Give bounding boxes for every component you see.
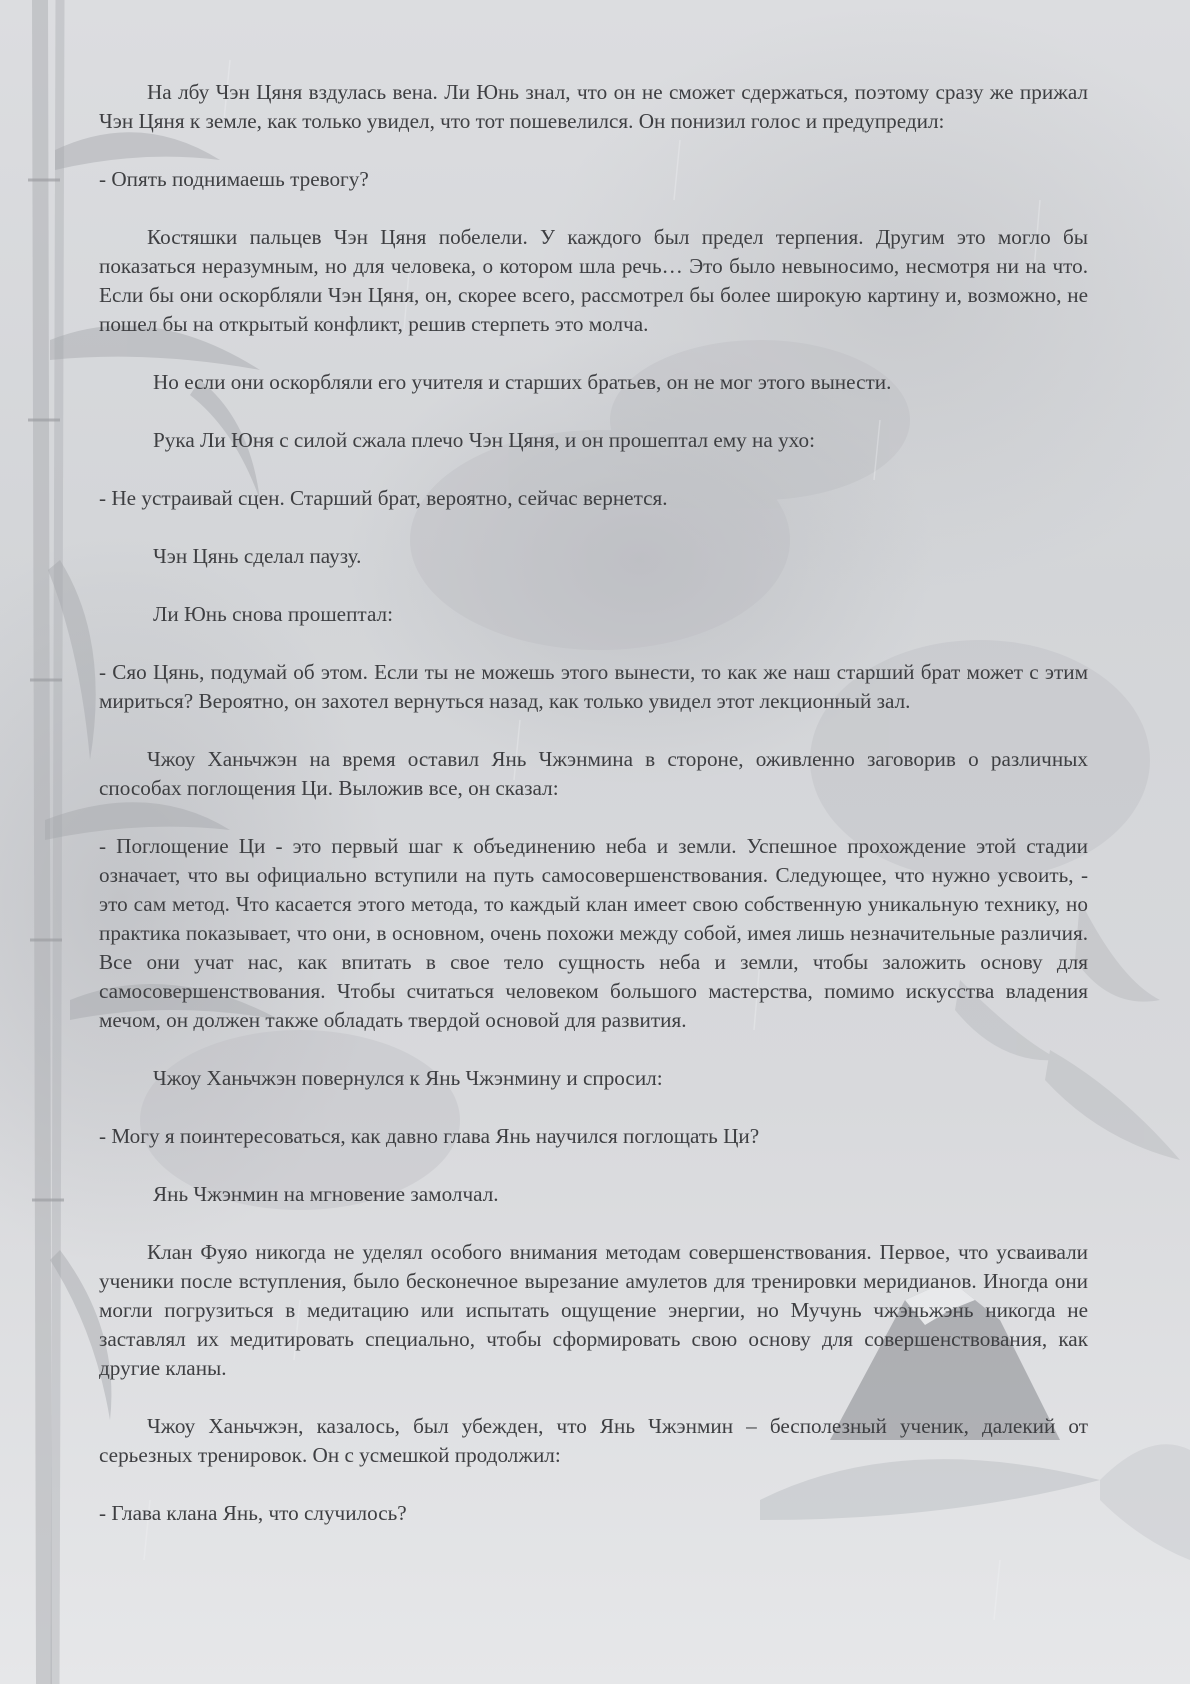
paragraph: Клан Фуяо никогда не уделял особого внимания методам совершенствования. Первое, что усваивали ученики после вступления, было бесконечное вырезание амулетов для тренировки меридианов. Иногда они могли погрузиться в медитацию или испытать ощущение энергии, но Мучунь чжэньжэнь никогда не заставлял их медитировать специально, чтобы сформировать свою основу для совершенствования, как другие кланы. — [99, 1240, 1088, 1380]
paragraph: Чэн Цянь сделал паузу. — [153, 544, 362, 568]
paragraph: Чжоу Ханьчжэн на время оставил Янь Чжэнмина в стороне, оживленно заговорив о различных способах поглощения Ци. Выложив все, он сказал: — [99, 747, 1088, 800]
paragraph: Чжоу Ханьчжэн повернулся к Янь Чжэнмину и спросил: — [153, 1066, 663, 1090]
story-text — [99, 78, 1088, 1557]
paragraph: Ли Юнь снова прошептал: — [153, 602, 393, 626]
bamboo-stalks — [28, 0, 64, 1684]
dialogue-line: - Могу я поинтересоваться, как давно глава Янь научился поглощать Ци? — [99, 1124, 760, 1148]
paragraph: Костяшки пальцев Чэн Цяня побелели. У каждого был предел терпения. Другим это могло бы показаться неразумным, но для человека, о котором шла речь… Это было невыносимо, несмотря ни на что. Если бы они оскорбляли Чэн Цяня, он, скорее всего, рассмотрел бы более широкую картину и, возможно, не пошел бы на открытый конфликт, решив стерпеть это молча. — [99, 225, 1088, 336]
paragraph: Но если они оскорбляли его учителя и старших братьев, он не мог этого вынести. — [153, 370, 892, 394]
dialogue-line: - Не устраивай сцен. Старший брат, вероятно, сейчас вернется. — [99, 486, 668, 510]
paragraph: Чжоу Ханьчжэн, казалось, был убежден, что Янь Чжэнмин – бесполезный ученик, далекий от серьезных тренировок. Он с усмешкой продолжил: — [99, 1414, 1088, 1467]
dialogue-line: - Сяо Цянь, подумай об этом. Если ты не можешь этого вынести, то как же наш старший брат может с этим мириться? Вероятно, он захотел вернуться назад, как только увидел этот лекционный зал. — [99, 660, 1088, 713]
paragraph: На лбу Чэн Цяня вздулась вена. Ли Юнь знал, что он не сможет сдержаться, поэтому сразу же прижал Чэн Цяня к земле, как только увидел, что тот пошевелился. Он понизил голос и предупредил: — [99, 80, 1088, 133]
paragraph: Янь Чжэнмин на мгновение замолчал. — [153, 1182, 499, 1206]
dialogue-line: - Опять поднимаешь тревогу? — [99, 167, 369, 191]
paragraph: Рука Ли Юня с силой сжала плечо Чэн Цяня, и он прошептал ему на ухо: — [153, 428, 815, 452]
dialogue-line: - Поглощение Ци - это первый шаг к объединению неба и земли. Успешное прохождение этой стадии означает, что вы официально вступили на путь самосовершенствования. Следующее, что нужно усвоить, - это сам метод. Что касается этого метода, то каждый клан имеет свою собственную уникальную технику, но практика показывает, что они, в основном, очень похожи между собой, имея лишь незначительные различия. Все они учат нас, как впитать в свое тело сущность неба и земли, чтобы заложить основу для самосовершенствования. Чтобы считаться человеком большого мастерства, помимо искусства владения мечом, он должен также обладать твердой основой для развития. — [99, 834, 1088, 1032]
dialogue-line: - Глава клана Янь, что случилось? — [99, 1501, 407, 1525]
